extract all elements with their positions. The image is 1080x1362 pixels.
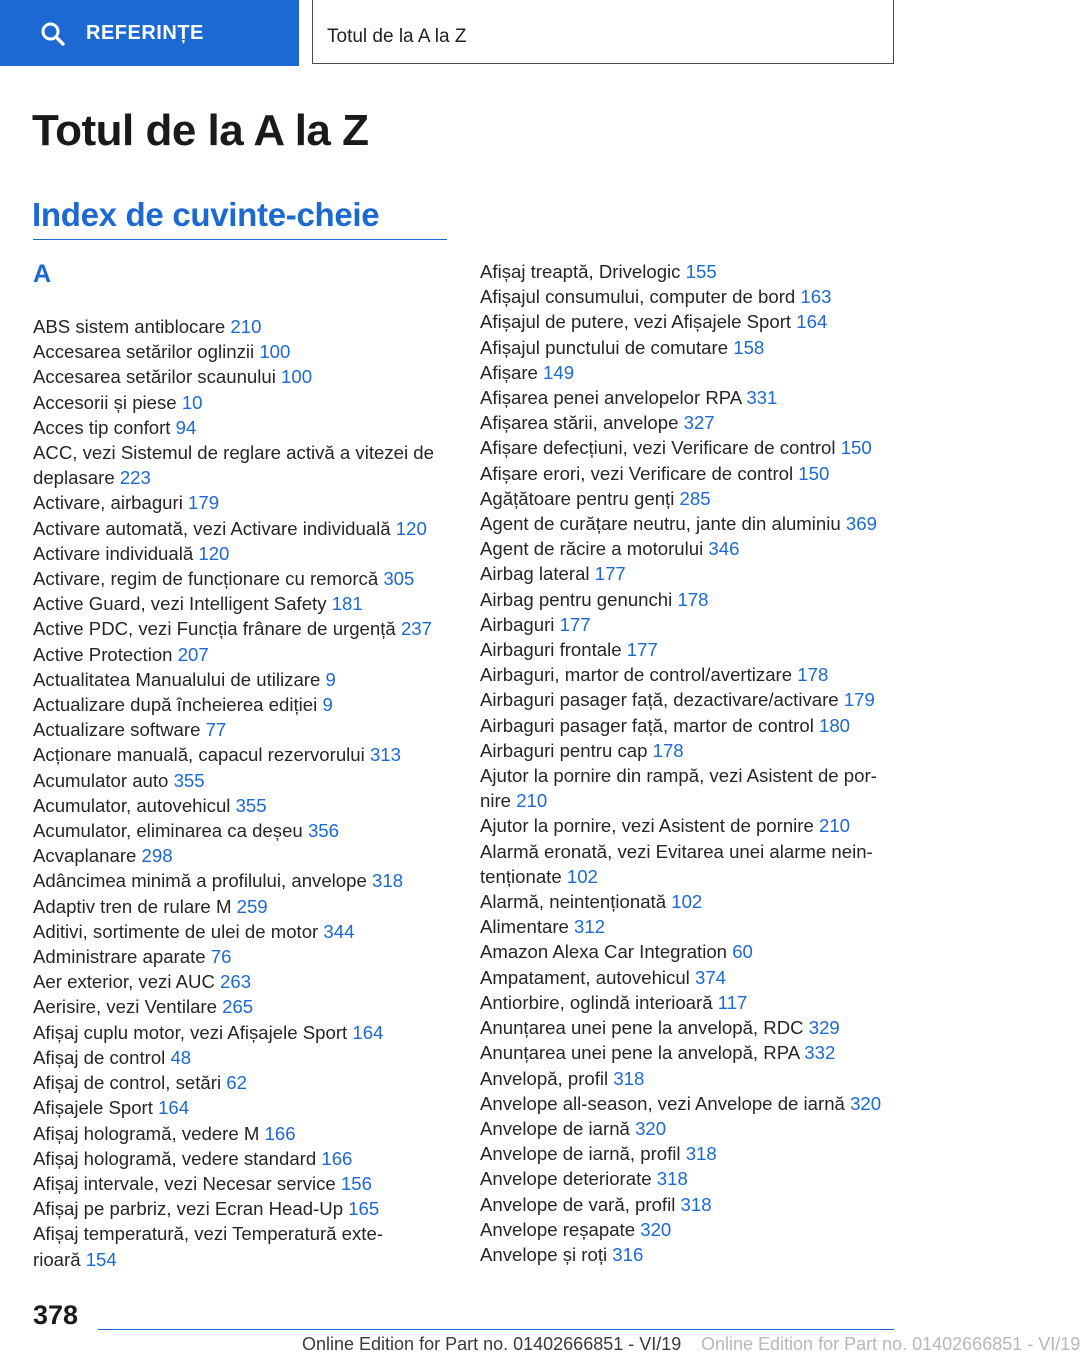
page-reference-link[interactable]: 77 — [205, 719, 227, 741]
index-entry — [480, 839, 900, 889]
index-entry — [480, 259, 900, 284]
index-entry-text: Afișaj de control, setări — [33, 1072, 222, 1094]
references-tab-label: REFERINȚE — [86, 22, 204, 44]
page-reference-link[interactable]: 344 — [323, 920, 355, 942]
index-entry — [480, 939, 900, 964]
index-entry — [33, 969, 448, 994]
index-entry — [480, 662, 900, 687]
index-entry-text: Airbaguri pentru cap — [480, 739, 648, 761]
index-entry-text: Afișare erori, vezi Verificare de control — [480, 462, 794, 484]
index-entry — [33, 1146, 448, 1171]
page-reference-link[interactable]: 10 — [181, 391, 203, 413]
breadcrumb[interactable] — [312, 0, 894, 64]
index-entry-text: Actualitatea Manualului de utilizare — [33, 668, 321, 690]
page-reference-link[interactable]: 265 — [222, 996, 254, 1018]
index-entry-text: Activare, airbaguri — [33, 492, 183, 514]
page-reference-link[interactable]: 76 — [210, 946, 232, 968]
page-reference-link[interactable]: 165 — [348, 1198, 380, 1220]
page-reference-link[interactable]: 9 — [325, 668, 336, 690]
index-entry-text: Afișaj cuplu motor, vezi Afișajele Sport — [33, 1021, 348, 1043]
index-entry-text: Agățătoare pentru genți — [480, 487, 675, 509]
page-reference-link[interactable]: 313 — [369, 744, 401, 766]
page-reference-link[interactable]: 164 — [796, 311, 828, 333]
index-entry-text: Airbag pentru genunchi — [480, 588, 673, 610]
index-entry-text: Afișaj temperatură, vezi Temperatură exte- — [33, 1223, 383, 1245]
page-reference-link[interactable]: 355 — [173, 769, 205, 791]
index-entry-text: Anvelopă, profil — [480, 1067, 609, 1089]
index-entry-text: Agent de răcire a motorului — [480, 538, 704, 560]
index-entry-text: Afișajele Sport — [33, 1097, 153, 1119]
index-entry — [480, 1166, 900, 1191]
page-reference-link[interactable]: 346 — [708, 538, 740, 560]
page-reference-link[interactable]: 177 — [626, 639, 658, 661]
index-entry-continuation-text: nire — [480, 790, 512, 812]
index-entry-text: Active PDC, vezi Funcția frânare de urgență — [33, 618, 396, 640]
index-entry-text: Alarmă eronată, vezi Evitarea unei alarme nein- — [480, 840, 873, 862]
index-entry — [33, 415, 448, 440]
index-entry-text: Acvaplanare — [33, 845, 137, 867]
page-reference-link[interactable]: 178 — [677, 588, 709, 610]
index-entry — [33, 692, 448, 717]
page-reference-link[interactable]: 223 — [119, 467, 151, 489]
index-entry-text: Anvelope all-season, vezi Anvelope de iarnă — [480, 1092, 845, 1114]
index-entry — [480, 763, 900, 813]
index-entry — [33, 1171, 448, 1196]
page-reference-link[interactable]: 100 — [281, 366, 313, 388]
index-entry — [33, 440, 448, 490]
index-entry — [480, 713, 900, 738]
page-reference-link[interactable]: 318 — [685, 1143, 717, 1165]
index-entry-text: Airbaguri pasager față, dezactivare/activare — [480, 689, 839, 711]
index-entry-text: Airbaguri, martor de control/avertizare — [480, 664, 793, 686]
page-reference-link[interactable]: 166 — [264, 1122, 296, 1144]
page-reference-link[interactable]: 166 — [321, 1147, 353, 1169]
index-entry-text: Afișarea stării, anvelope — [480, 412, 679, 434]
index-column-right — [480, 259, 900, 1267]
page-reference-link[interactable]: 102 — [566, 865, 598, 887]
index-entry — [33, 591, 448, 616]
index-entry-text: Afișaj de control — [33, 1046, 166, 1068]
index-entry — [480, 1217, 900, 1242]
index-entry-text: Anunțarea unei pene la anvelopă, RPA — [480, 1042, 800, 1064]
index-entry-text: Afișare defecțiuni, vezi Verificare de control — [480, 437, 836, 459]
index-entry-continuation-text: deplasare — [33, 467, 115, 489]
index-entry — [33, 616, 448, 641]
index-entry-text: Actualizare software — [33, 719, 201, 741]
index-entry — [480, 1040, 900, 1065]
breadcrumb-label: Totul de la A la Z — [327, 26, 467, 47]
index-entry — [480, 1192, 900, 1217]
page-reference-link[interactable]: 94 — [175, 416, 197, 438]
index-entry — [480, 889, 900, 914]
index-entry-text: Afișaj intervale, vezi Necesar service — [33, 1172, 336, 1194]
index-entry-continuation-text: tenționate — [480, 865, 562, 887]
index-entry-text: Ampatament, autovehicul — [480, 966, 690, 988]
index-entry-text: Acumulator auto — [33, 769, 169, 791]
index-entry-continuation — [480, 864, 900, 889]
index-entry-text: Airbaguri — [480, 613, 555, 635]
index-entry — [480, 486, 900, 511]
page-reference-link[interactable]: 207 — [177, 643, 209, 665]
page-reference-link[interactable]: 374 — [695, 966, 727, 988]
index-entry-text: Anvelope de iarnă, profil — [480, 1143, 681, 1165]
index-entry — [480, 637, 900, 662]
index-entry — [480, 1015, 900, 1040]
index-entry-text: Adaptiv tren de rulare M — [33, 895, 232, 917]
index-entry-text: Anvelope de iarnă — [480, 1117, 630, 1139]
page-reference-link[interactable]: 120 — [198, 542, 230, 564]
page-reference-link[interactable]: 164 — [158, 1097, 190, 1119]
index-entry — [33, 490, 448, 515]
index-entry-text: Active Guard, vezi Intelligent Safety — [33, 593, 327, 615]
index-entry-text: Activare automată, vezi Activare individuală — [33, 517, 391, 539]
index-entry — [480, 511, 900, 536]
index-entry — [33, 516, 448, 541]
index-entry-text: Afișarea penei anvelopelor RPA — [480, 387, 742, 409]
index-entry — [33, 566, 448, 591]
index-entry — [33, 944, 448, 969]
index-entry — [33, 1196, 448, 1221]
page-reference-link[interactable]: 149 — [543, 361, 575, 383]
index-entry-text: Afișaj treaptă, Drivelogic — [480, 261, 681, 282]
index-entry-text: ABS sistem antiblocare — [33, 316, 226, 337]
index-entry-text: Alimentare — [480, 916, 569, 938]
index-letter-heading: A — [33, 260, 52, 288]
page-reference-link[interactable]: 320 — [635, 1117, 667, 1139]
page-reference-link[interactable]: 355 — [235, 794, 267, 816]
index-entry — [480, 309, 900, 334]
index-entry — [480, 435, 900, 460]
index-entry-text: Active Protection — [33, 643, 173, 665]
index-entry-text: Anunțarea unei pene la anvelopă, RDC — [480, 1017, 804, 1039]
index-entry-text: Aer exterior, vezi AUC — [33, 971, 215, 993]
page-reference-link[interactable]: 331 — [746, 387, 778, 409]
page-reference-link[interactable]: 150 — [840, 437, 872, 459]
index-entry — [33, 667, 448, 692]
page-number: 378 — [33, 1300, 79, 1330]
footer-divider — [98, 1329, 894, 1330]
index-entry — [480, 1116, 900, 1141]
page-reference-link[interactable]: 62 — [226, 1072, 247, 1094]
index-entry-text: Actualizare după încheierea ediției — [33, 694, 318, 716]
index-entry-text: Afișajul de putere, vezi Afișajele Sport — [480, 311, 792, 333]
index-entry — [33, 843, 448, 868]
index-entry-text: Acumulator, autovehicul — [33, 794, 231, 816]
page-reference-link[interactable]: 178 — [797, 664, 829, 686]
index-entry-text: Accesarea setărilor oglinzii — [33, 341, 255, 363]
page-reference-link[interactable]: 318 — [680, 1193, 712, 1215]
index-entry — [480, 738, 900, 763]
page-title: Totul de la A la Z — [32, 106, 369, 155]
index-entry — [480, 914, 900, 939]
page-reference-link[interactable]: 210 — [230, 316, 262, 337]
page-reference-link[interactable]: 305 — [383, 568, 415, 590]
edition-footer: Online Edition for Part no. 01402666851 - VI/19 — [302, 1334, 682, 1354]
page-reference-link[interactable]: 9 — [322, 694, 333, 716]
index-entry-continuation — [33, 465, 448, 490]
page-reference-link[interactable]: 60 — [732, 941, 753, 963]
index-entry — [480, 461, 900, 486]
index-entry-text: Alarmă, neintenționată — [480, 891, 667, 913]
page-reference-link[interactable]: 285 — [679, 487, 711, 509]
index-entry — [33, 1045, 448, 1070]
page-reference-link[interactable]: 298 — [141, 845, 173, 867]
index-entry-text: Anvelope reșapate — [480, 1218, 636, 1240]
index-entry — [33, 994, 448, 1019]
page-reference-link[interactable]: 150 — [798, 462, 830, 484]
index-entry-continuation — [33, 1247, 448, 1272]
index-entry — [33, 1221, 448, 1271]
page-reference-link[interactable]: 329 — [808, 1017, 840, 1039]
page-reference-link[interactable]: 259 — [236, 895, 268, 917]
index-entry-text: Accesarea setărilor scaunului — [33, 366, 276, 388]
page-reference-link[interactable]: 318 — [372, 870, 404, 892]
index-entry-text: Agent de curățare neutru, jante din aluminiu — [480, 513, 841, 535]
index-entry — [33, 717, 448, 742]
page-reference-link[interactable]: 318 — [613, 1067, 645, 1089]
index-entry-text: Airbaguri frontale — [480, 639, 622, 661]
page-reference-link[interactable]: 320 — [850, 1092, 882, 1114]
index-entry — [480, 284, 900, 309]
page-reference-link[interactable]: 156 — [340, 1172, 372, 1194]
site-watermark: Online Edition for Part no. 01402666851 - VI/19 — [701, 1334, 1080, 1354]
index-entry-text: Acumulator, eliminarea ca deșeu — [33, 820, 303, 842]
page-reference-link[interactable]: 332 — [804, 1042, 836, 1064]
index-entry — [480, 965, 900, 990]
index-entry — [480, 612, 900, 637]
index-entry — [33, 742, 448, 767]
index-entry-text: Antiorbire, oglindă interioară — [480, 991, 713, 1013]
page-reference-link[interactable]: 210 — [516, 790, 548, 812]
page-reference-link[interactable]: 356 — [307, 820, 339, 842]
page-reference-link[interactable]: 263 — [220, 971, 252, 993]
index-entry — [480, 687, 900, 712]
index-entry-continuation-text: rioară — [33, 1248, 81, 1270]
index-entry-text: Airbaguri pasager față, martor de control — [480, 714, 814, 736]
index-entry — [33, 868, 448, 893]
page-reference-link[interactable]: 117 — [717, 991, 748, 1013]
index-entry-text: Anvelope de vară, profil — [480, 1193, 676, 1215]
index-entry-text: Adâncimea minimă a profilului, anvelope — [33, 870, 367, 892]
subtitle-divider — [33, 239, 447, 240]
search-icon — [40, 21, 66, 47]
index-entry — [33, 1095, 448, 1120]
page-reference-link[interactable]: 164 — [352, 1021, 384, 1043]
index-entry — [480, 1141, 900, 1166]
page-reference-link[interactable]: 155 — [685, 261, 717, 282]
index-entry — [480, 536, 900, 561]
index-entry — [33, 339, 448, 364]
page-reference-link[interactable]: 210 — [819, 815, 851, 837]
index-column-left — [33, 314, 448, 1272]
index-entry — [33, 793, 448, 818]
top-navigation — [0, 0, 960, 66]
index-entry-text: Anvelope și roți — [480, 1243, 608, 1265]
index-entry — [480, 990, 900, 1015]
page-reference-link[interactable]: 177 — [594, 563, 626, 585]
index-entry — [33, 818, 448, 843]
index-entry — [480, 561, 900, 586]
page-reference-link[interactable]: 180 — [819, 714, 851, 736]
index-entry — [33, 768, 448, 793]
references-tab[interactable] — [0, 0, 299, 66]
index-entry-text: ACC, vezi Sistemul de reglare activă a vitezei de — [33, 442, 434, 464]
index-entry — [480, 385, 900, 410]
index-entry — [33, 314, 448, 339]
index-entry — [33, 894, 448, 919]
page-reference-link[interactable]: 181 — [331, 593, 363, 615]
index-entry — [33, 1020, 448, 1045]
index-entry — [33, 642, 448, 667]
index-entry-text: Airbag lateral — [480, 563, 590, 585]
index-entry-text: Accesorii și piese — [33, 391, 177, 413]
index-entry-text: Aerisire, vezi Ventilare — [33, 996, 217, 1018]
index-entry-text: Activare, regim de funcționare cu remorcă — [33, 568, 379, 590]
page-reference-link[interactable]: 369 — [845, 513, 877, 535]
index-entry-text: Aditivi, sortimente de ulei de motor — [33, 920, 319, 942]
page-reference-link[interactable]: 237 — [400, 618, 432, 640]
page-reference-link[interactable]: 154 — [85, 1248, 117, 1270]
page-reference-link[interactable]: 312 — [574, 916, 606, 938]
index-entry-continuation — [480, 788, 900, 813]
index-entry-text: Afișaj hologramă, vedere standard — [33, 1147, 317, 1169]
index-entry-text: Anvelope deteriorate — [480, 1168, 652, 1190]
page-reference-link[interactable]: 48 — [170, 1046, 192, 1068]
page-reference-link[interactable]: 158 — [733, 336, 765, 358]
page-reference-link[interactable]: 177 — [559, 613, 591, 635]
index-entry — [480, 587, 900, 612]
page-reference-link[interactable]: 320 — [640, 1218, 672, 1240]
page-reference-link[interactable]: 178 — [652, 739, 684, 761]
index-entry-text: Afișaj hologramă, vedere M — [33, 1122, 260, 1144]
page-reference-link[interactable]: 318 — [656, 1168, 688, 1190]
index-entry — [480, 813, 900, 838]
index-entry — [480, 360, 900, 385]
index-entry — [33, 919, 448, 944]
index-entry-text: Acces tip confort — [33, 416, 171, 438]
page-reference-link[interactable]: 102 — [671, 891, 703, 913]
index-entry — [33, 390, 448, 415]
page-reference-link[interactable]: 120 — [395, 517, 427, 539]
index-entry — [480, 1091, 900, 1116]
index-entry — [33, 1070, 448, 1095]
page-reference-link[interactable]: 316 — [612, 1243, 644, 1265]
index-entry-text: Ajutor la pornire, vezi Asistent de pornire — [480, 815, 814, 837]
index-entry-text: Ajutor la pornire din rampă, vezi Asistent de por- — [480, 765, 877, 787]
page-reference-link[interactable]: 163 — [800, 286, 832, 308]
index-entry — [33, 364, 448, 389]
index-entry-text: Afișajul consumului, computer de bord — [480, 286, 796, 308]
section-subtitle: Index de cuvinte-cheie — [32, 196, 380, 233]
page-reference-link[interactable]: 327 — [683, 412, 715, 434]
index-entry-text: Afișaj pe parbriz, vezi Ecran Head-Up — [33, 1198, 344, 1220]
index-entry-text: Amazon Alexa Car Integration — [480, 941, 728, 963]
page-reference-link[interactable]: 179 — [843, 689, 875, 711]
index-entry-text: Activare individuală — [33, 542, 194, 564]
index-entry — [33, 541, 448, 566]
index-entry — [480, 335, 900, 360]
index-entry — [480, 410, 900, 435]
index-entry — [480, 1242, 900, 1267]
index-entry-text: Afișajul punctului de comutare — [480, 336, 729, 358]
page-reference-link[interactable]: 179 — [188, 492, 220, 514]
index-entry-text: Administrare aparate — [33, 946, 206, 968]
index-entry — [480, 1066, 900, 1091]
index-entry — [33, 1121, 448, 1146]
index-entry-text: Afișare — [480, 361, 538, 383]
index-entry-text: Acționare manuală, capacul rezervorului — [33, 744, 365, 766]
page-reference-link[interactable]: 100 — [259, 341, 291, 363]
